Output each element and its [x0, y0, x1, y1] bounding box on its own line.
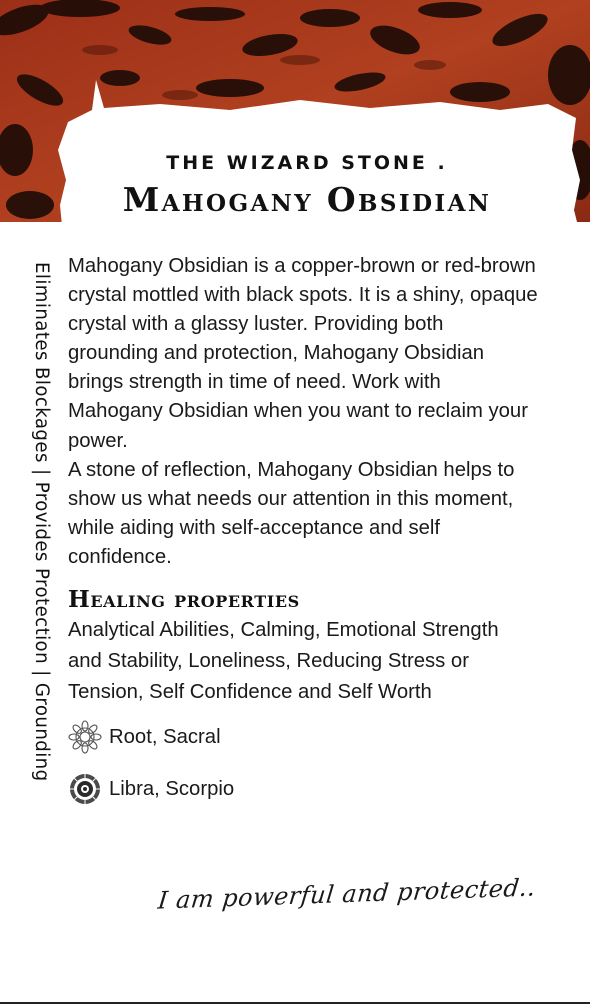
- description-paragraph: A stone of reflection, Mahogany Obsidian helps to show us what needs our attention in this moment, while aiding with self-acceptance and self confidence.: [68, 458, 515, 568]
- main-content: [68, 252, 538, 806]
- description-paragraph: Mahogany Obsidian is a copper-brown or red-brown crystal mottled with black spots. It is a shiny, opaque crystal with a glassy luster. Providing both grounding and protection, Mahogany Obsidian brings strength in time of need. Work with Mahogany Obsidian when you want to reclaim your power.: [68, 255, 538, 452]
- subtitle: THE WIZARD STONE .: [166, 152, 448, 174]
- healing-properties-heading: Healing properties: [68, 586, 300, 614]
- page-title: Mahogany Obsidian: [122, 180, 492, 219]
- side-keywords: Eliminates Blockages | Provides Protection | Grounding: [31, 262, 52, 782]
- stone-texture-banner: [0, 0, 590, 226]
- healing-properties-list: Analytical Abilities, Calming, Emotional Strength and Stability, Loneliness, Reducing Stress or Tension, Self Confidence and Self Worth: [68, 619, 499, 704]
- description: [68, 252, 538, 572]
- chakra-row: [68, 720, 538, 754]
- zodiac-wheel-icon: [68, 772, 102, 806]
- affirmation-text: I am powerful and protected..: [156, 873, 538, 915]
- zodiac-row: [68, 772, 538, 806]
- zodiac-label: Libra, Scorpio: [109, 777, 235, 800]
- chakra-label: Root, Sacral: [109, 725, 221, 748]
- mandala-icon: [68, 720, 102, 754]
- affirmation: [140, 862, 538, 932]
